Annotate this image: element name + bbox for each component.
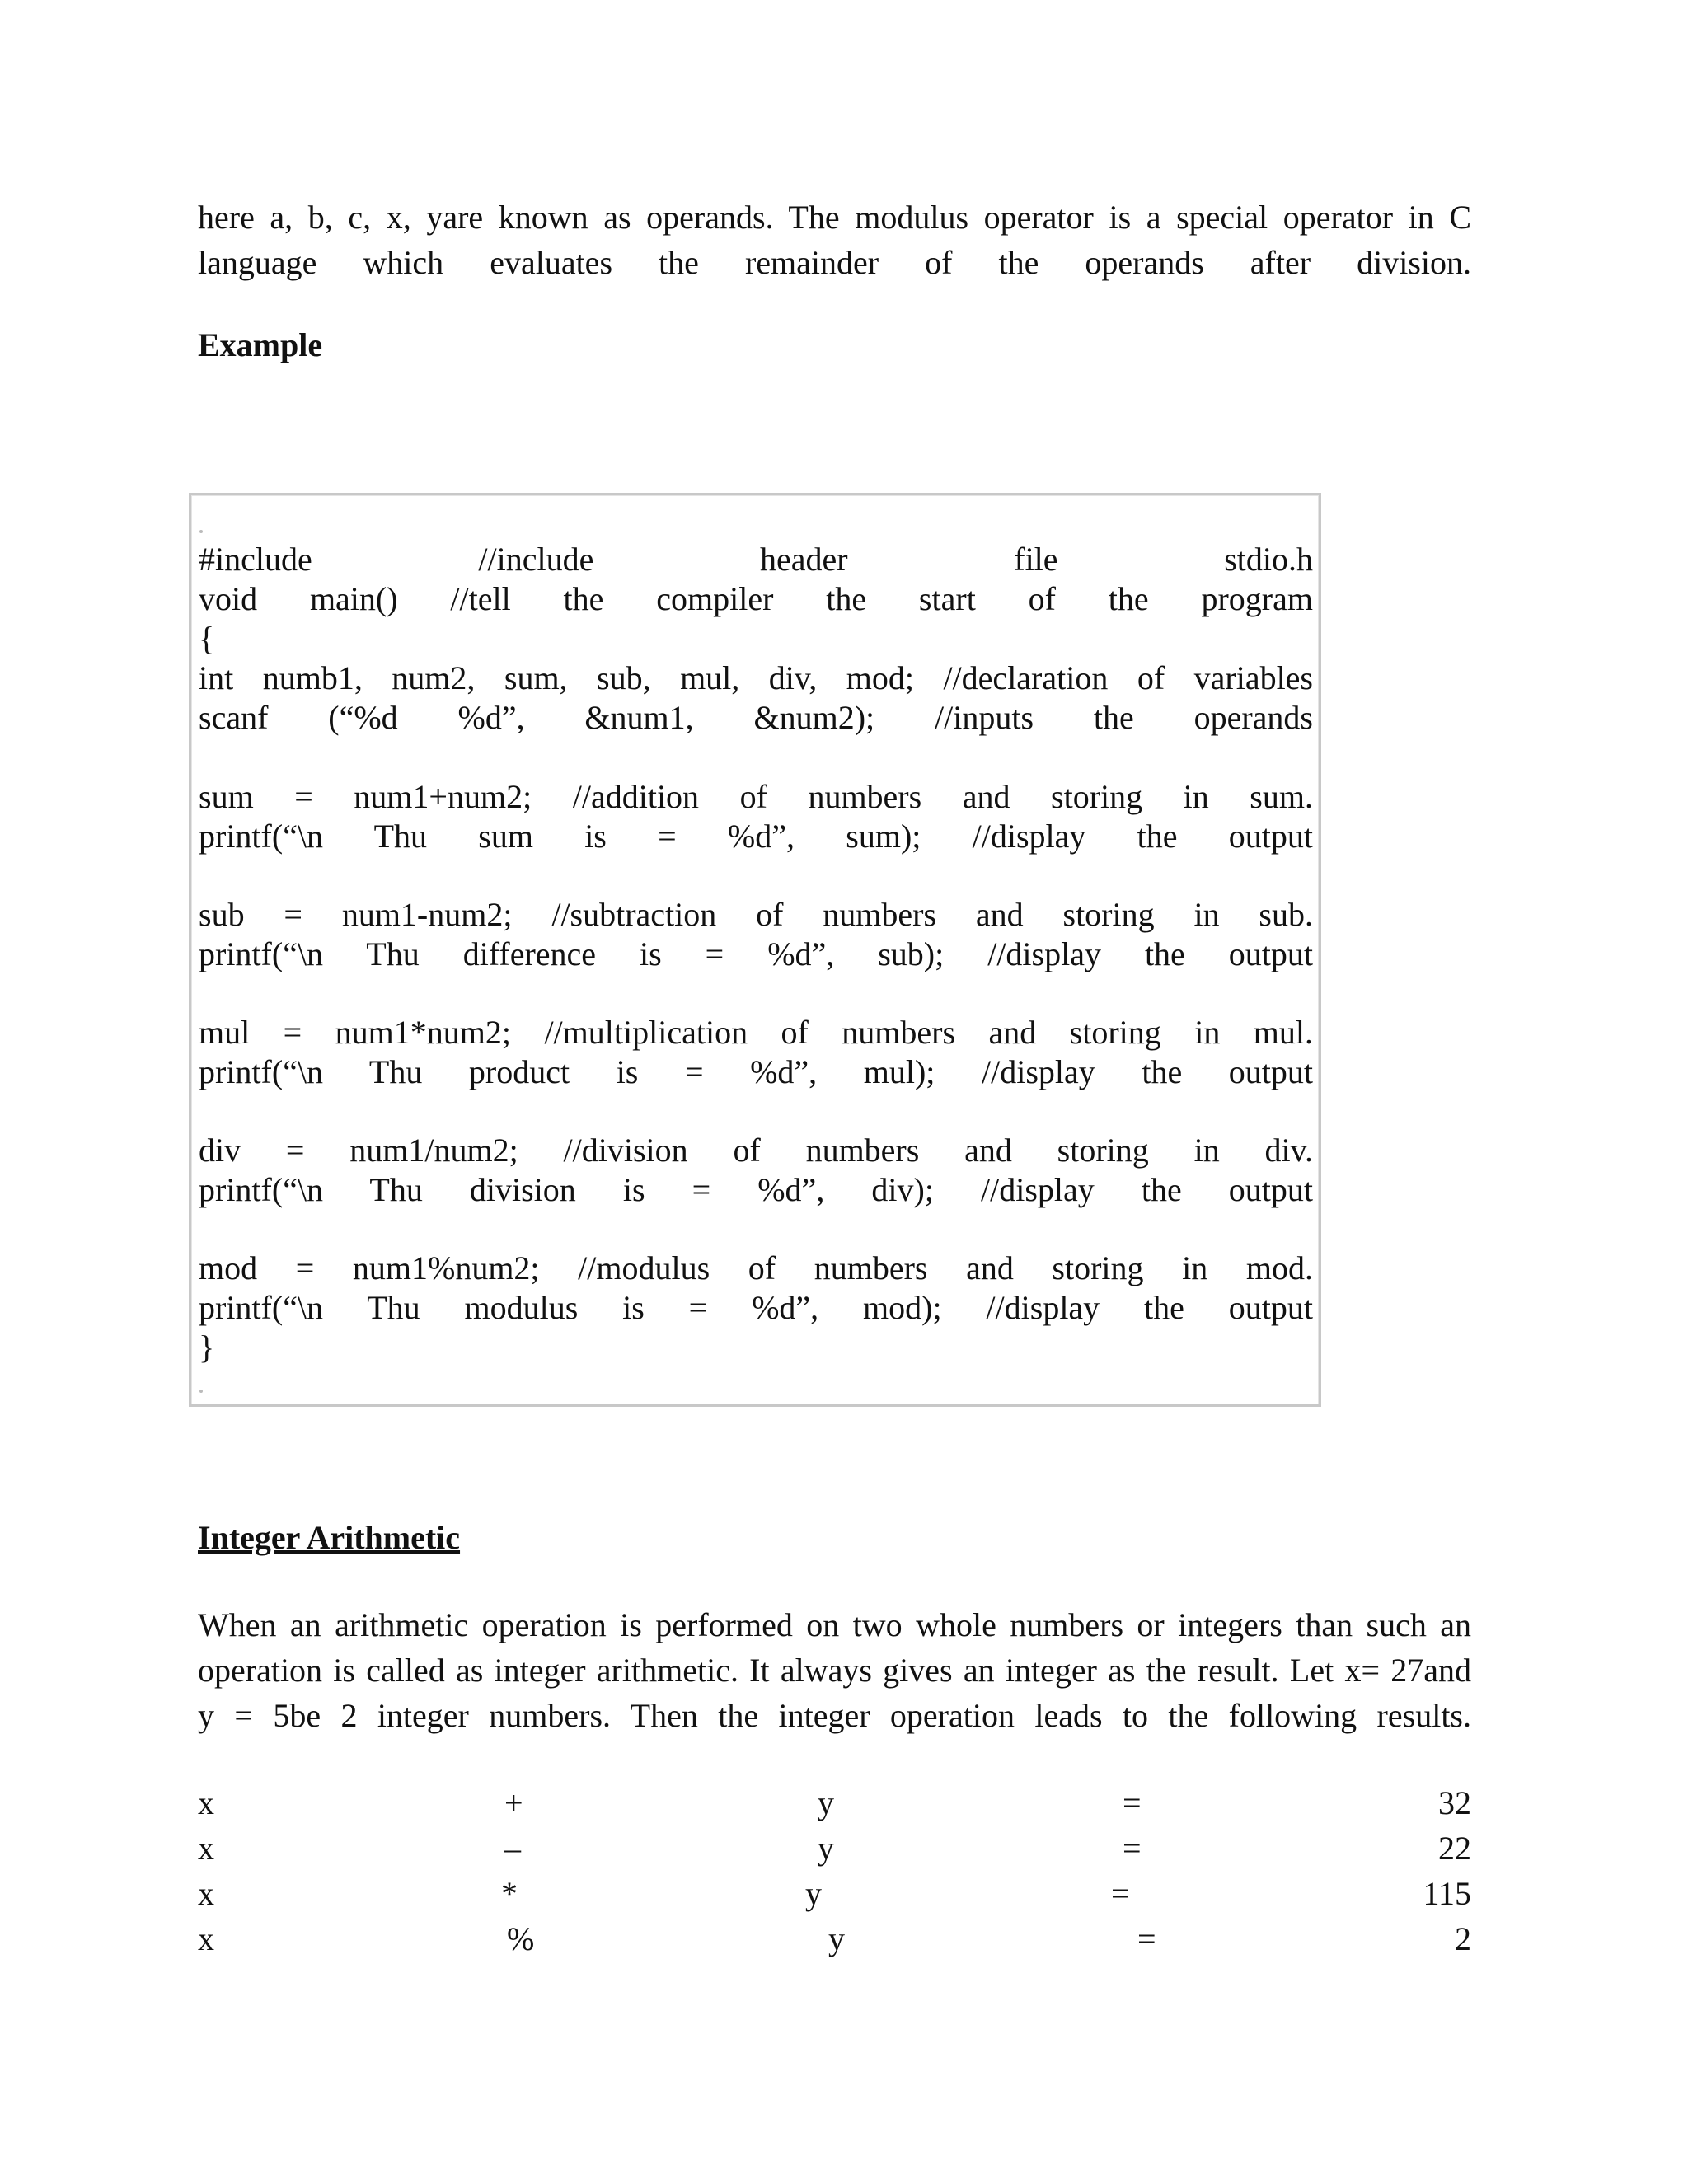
equals-sign: = bbox=[1123, 1830, 1142, 1867]
operand-y: y bbox=[818, 1784, 834, 1821]
code-line-sum: sum = num1+num2; //addition of numbers and storing in sum. bbox=[199, 778, 1313, 815]
operator-symbol: + bbox=[504, 1784, 523, 1821]
operation-row bbox=[198, 1780, 1471, 1825]
operation-row bbox=[198, 1871, 1471, 1916]
result-value: 2 bbox=[1455, 1920, 1471, 1957]
code-line-mul: mul = num1*num2; //multiplication of numbers and storing in mul. bbox=[199, 1014, 1313, 1051]
intro-line-2: language which evaluates the remainder of the operands after division. bbox=[198, 244, 1471, 281]
operand-x: x bbox=[198, 1784, 214, 1821]
code-line-declaration: int numb1, num2, sum, sub, mul, div, mod; //declaration of variables bbox=[199, 659, 1313, 696]
box-marker-bottom bbox=[199, 1390, 203, 1393]
ia-line-3: y = 5be 2 integer numbers. Then the integer operation leads to the following results. bbox=[198, 1697, 1471, 1734]
operand-y: y bbox=[805, 1875, 822, 1912]
code-line-scanf: scanf (“%d %d”, &num1, &num2); //inputs the operands bbox=[199, 699, 1313, 736]
box-marker-top bbox=[199, 530, 203, 533]
integer-arithmetic-paragraph bbox=[198, 1602, 1471, 1738]
code-line-open-brace: { bbox=[199, 620, 215, 657]
equals-sign: = bbox=[1137, 1920, 1156, 1957]
operand-y: y bbox=[818, 1830, 834, 1867]
code-line-close-brace: } bbox=[199, 1329, 215, 1366]
operator-symbol: * bbox=[501, 1875, 518, 1912]
result-value: 115 bbox=[1423, 1875, 1471, 1912]
example-heading: Example bbox=[198, 326, 323, 363]
equals-sign: = bbox=[1111, 1875, 1130, 1912]
operand-x: x bbox=[198, 1830, 214, 1867]
code-line-sub: sub = num1-num2; //subtraction of numbers and storing in sub. bbox=[199, 896, 1313, 933]
result-value: 32 bbox=[1438, 1784, 1471, 1821]
code-line-mod: mod = num1%num2; //modulus of numbers and storing in mod. bbox=[199, 1249, 1313, 1286]
operator-symbol: % bbox=[507, 1920, 535, 1957]
code-example-box bbox=[189, 493, 1321, 1407]
equals-sign: = bbox=[1123, 1784, 1142, 1821]
code-line-main: void main() //tell the compiler the start of the program bbox=[199, 580, 1313, 617]
ia-line-1: When an arithmetic operation is performed on two whole numbers or integers than such an bbox=[198, 1606, 1471, 1643]
operation-row bbox=[198, 1916, 1471, 1961]
intro-line-1: here a, b, c, x, yare known as operands. The modulus operator is a special operator in C bbox=[198, 199, 1471, 236]
operand-y: y bbox=[828, 1920, 845, 1957]
code-line-printf-mul: printf(“\n Thu product is = %d”, mul); //display the output bbox=[199, 1053, 1313, 1090]
operand-x: x bbox=[198, 1920, 214, 1957]
result-value: 22 bbox=[1438, 1830, 1471, 1867]
code-line-div: div = num1/num2; //division of numbers and storing in div. bbox=[199, 1132, 1313, 1169]
operand-x: x bbox=[198, 1875, 214, 1912]
code-line-printf-sum: printf(“\n Thu sum is = %d”, sum); //display the output bbox=[199, 818, 1313, 855]
integer-arithmetic-heading: Integer Arithmetic bbox=[198, 1519, 461, 1556]
ia-line-2: operation is called as integer arithmetic. It always gives an integer as the result. Let x= 27and bbox=[198, 1652, 1471, 1689]
operator-symbol: – bbox=[504, 1830, 521, 1867]
code-line-printf-div: printf(“\n Thu division is = %d”, div); //display the output bbox=[199, 1171, 1313, 1208]
operation-row bbox=[198, 1825, 1471, 1871]
code-line-printf-mod: printf(“\n Thu modulus is = %d”, mod); //display the output bbox=[199, 1289, 1313, 1326]
code-line-include: #include //include header file stdio.h bbox=[199, 541, 1313, 578]
code-line-printf-sub: printf(“\n Thu difference is = %d”, sub); //display the output bbox=[199, 935, 1313, 972]
intro-paragraph bbox=[198, 194, 1471, 285]
